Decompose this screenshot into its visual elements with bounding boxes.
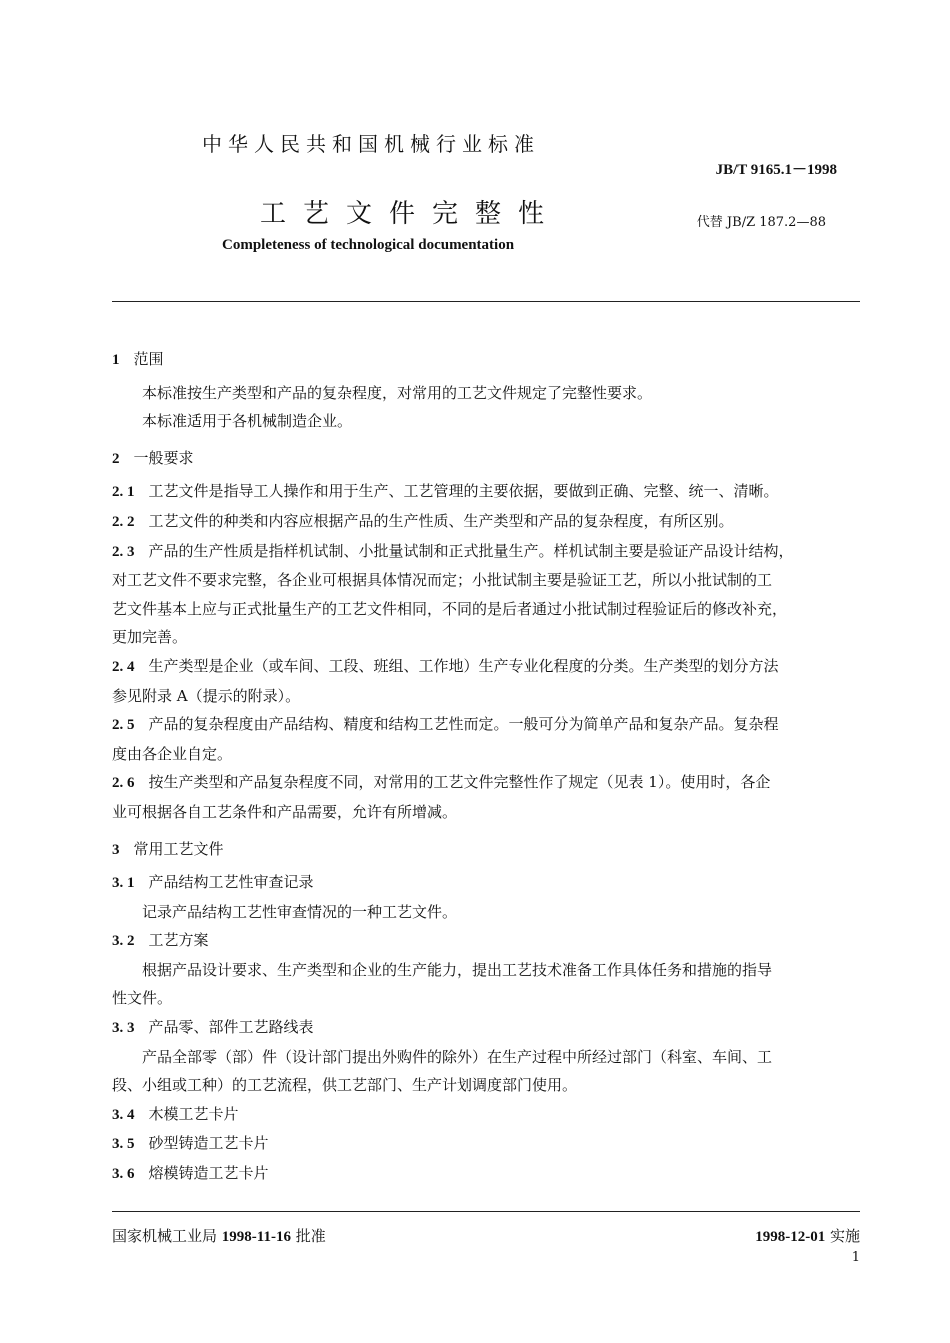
clause-text-line: 更加完善。 — [112, 628, 188, 647]
section-title: 一般要求 — [133, 448, 194, 467]
clause-title: 产品结构工艺性审查记录 — [148, 873, 314, 892]
section-title: 常用工艺文件 — [133, 839, 224, 858]
clause — [112, 1129, 860, 1159]
clause-number: 2. 5 — [112, 717, 135, 734]
paragraph: 本标准适用于各机械制造企业。 — [142, 412, 353, 431]
paragraph: 根据产品设计要求、生产类型和企业的生产能力，提出工艺技术准备工作具体任务和措施的指导 — [142, 960, 773, 979]
section-heading — [112, 345, 860, 375]
document-title: 工艺文件完整性 — [260, 199, 562, 229]
paragraph: 产品全部零（部）件（设计部门提出外购件的除外）在生产过程中所经过部门（科室、车间、工 — [142, 1047, 773, 1066]
clause-text-line: 参见附录 A（提示的附录）。 — [112, 686, 301, 705]
clause — [112, 710, 860, 740]
paragraph: 本标准按生产类型和产品的复杂程度，对常用的工艺文件规定了完整性要求。 — [142, 383, 653, 402]
clause-text-line: 度由各企业自定。 — [112, 744, 233, 763]
clause-text: 按生产类型和产品复杂程度不同，对常用的工艺文件完整性作了规定（见表 1）。使用时，各企 — [148, 773, 771, 792]
clause-text-line: 段、小组或工种）的工艺流程，供工艺部门、生产计划调度部门使用。 — [112, 1076, 578, 1095]
standard-code: JB/T 9165.1－1998 — [715, 162, 837, 178]
clause-text-line: 对工艺文件不要求完整，各企业可根据具体情况而定；小批试制主要是验证工艺，所以小批试制的工 — [112, 571, 773, 590]
clause-text: 工艺文件是指导工人操作和用于生产、工艺管理的主要依据，要做到正确、完整、统一、清晰。 — [148, 482, 779, 501]
clause-number: 3. 6 — [112, 1166, 135, 1183]
clause — [112, 1100, 860, 1130]
clause-title: 砂型铸造工艺卡片 — [148, 1134, 269, 1153]
standard-category-title: 中华人民共和国机械行业标准 — [202, 132, 540, 156]
clause-number: 3. 1 — [112, 875, 135, 892]
section-title: 范围 — [133, 350, 164, 368]
approval-date: 1998-11-16 — [221, 1229, 291, 1245]
section-heading — [112, 835, 860, 865]
page-number: 1 — [851, 1250, 860, 1265]
clause — [112, 926, 860, 956]
clause — [112, 868, 860, 898]
clause-number: 3. 4 — [112, 1106, 135, 1123]
clause-title: 产品零、部件工艺路线表 — [148, 1018, 314, 1037]
clause-number: 3. 2 — [112, 933, 135, 950]
clause — [112, 477, 860, 507]
clause-text: 产品的复杂程度由产品结构、精度和结构工艺性而定。一般可分为简单产品和复杂产品。复杂程 — [148, 715, 779, 734]
section-number: 2 — [112, 450, 120, 467]
section-heading — [112, 444, 860, 474]
clause-number: 3. 5 — [112, 1136, 135, 1153]
issuer: 国家机械工业局 — [112, 1227, 218, 1245]
clause-number: 2. 6 — [112, 775, 135, 792]
effective-word: 实施 — [829, 1227, 860, 1245]
section-number: 3 — [112, 841, 120, 858]
clause-number: 3. 3 — [112, 1020, 135, 1037]
english-title: Completeness of technological documentation — [222, 237, 515, 253]
approval-line — [112, 1225, 326, 1246]
clause-text-line: 性文件。 — [112, 989, 173, 1008]
clause — [112, 507, 860, 537]
effective-line — [755, 1225, 860, 1246]
clause — [112, 652, 860, 682]
clause-title: 熔模铸造工艺卡片 — [148, 1164, 269, 1183]
clause — [112, 1013, 860, 1043]
approval-word: 批准 — [295, 1227, 326, 1245]
clause-text: 生产类型是企业（或车间、工段、班组、工作地）生产专业化程度的分类。生产类型的划分方法 — [148, 656, 779, 675]
clause-text-line: 业可根据各自工艺条件和产品需要，允许有所增减。 — [112, 802, 458, 821]
clause-number: 2. 4 — [112, 658, 135, 675]
footer-divider — [112, 1211, 860, 1212]
clause-title: 木模工艺卡片 — [148, 1104, 239, 1123]
clause — [112, 1159, 860, 1189]
clause-title: 工艺方案 — [148, 931, 209, 950]
section-number: 1 — [112, 352, 120, 368]
header-divider — [112, 301, 860, 302]
clause-text: 产品的生产性质是指样机试制、小批量试制和正式批量生产。样机试制主要是验证产品设计结构， — [148, 541, 794, 560]
clause — [112, 537, 860, 567]
paragraph: 记录产品结构工艺性审查情况的一种工艺文件。 — [142, 902, 458, 921]
clause-number: 2. 1 — [112, 484, 135, 501]
document-body — [112, 345, 860, 1189]
clause-text: 工艺文件的种类和内容应根据产品的生产性质、生产类型和产品的复杂程度，有所区别。 — [148, 511, 734, 530]
clause-number: 2. 3 — [112, 543, 135, 560]
replaces-note: 代替 JB/Z 187.2—88 — [696, 215, 826, 230]
effective-date: 1998-12-01 — [755, 1229, 826, 1245]
clause — [112, 768, 860, 798]
clause-number: 2. 2 — [112, 513, 135, 530]
clause-text-line: 艺文件基本上应与正式批量生产的工艺文件相同，不同的是后者通过小批试制过程验证后的修改补充， — [112, 599, 788, 618]
